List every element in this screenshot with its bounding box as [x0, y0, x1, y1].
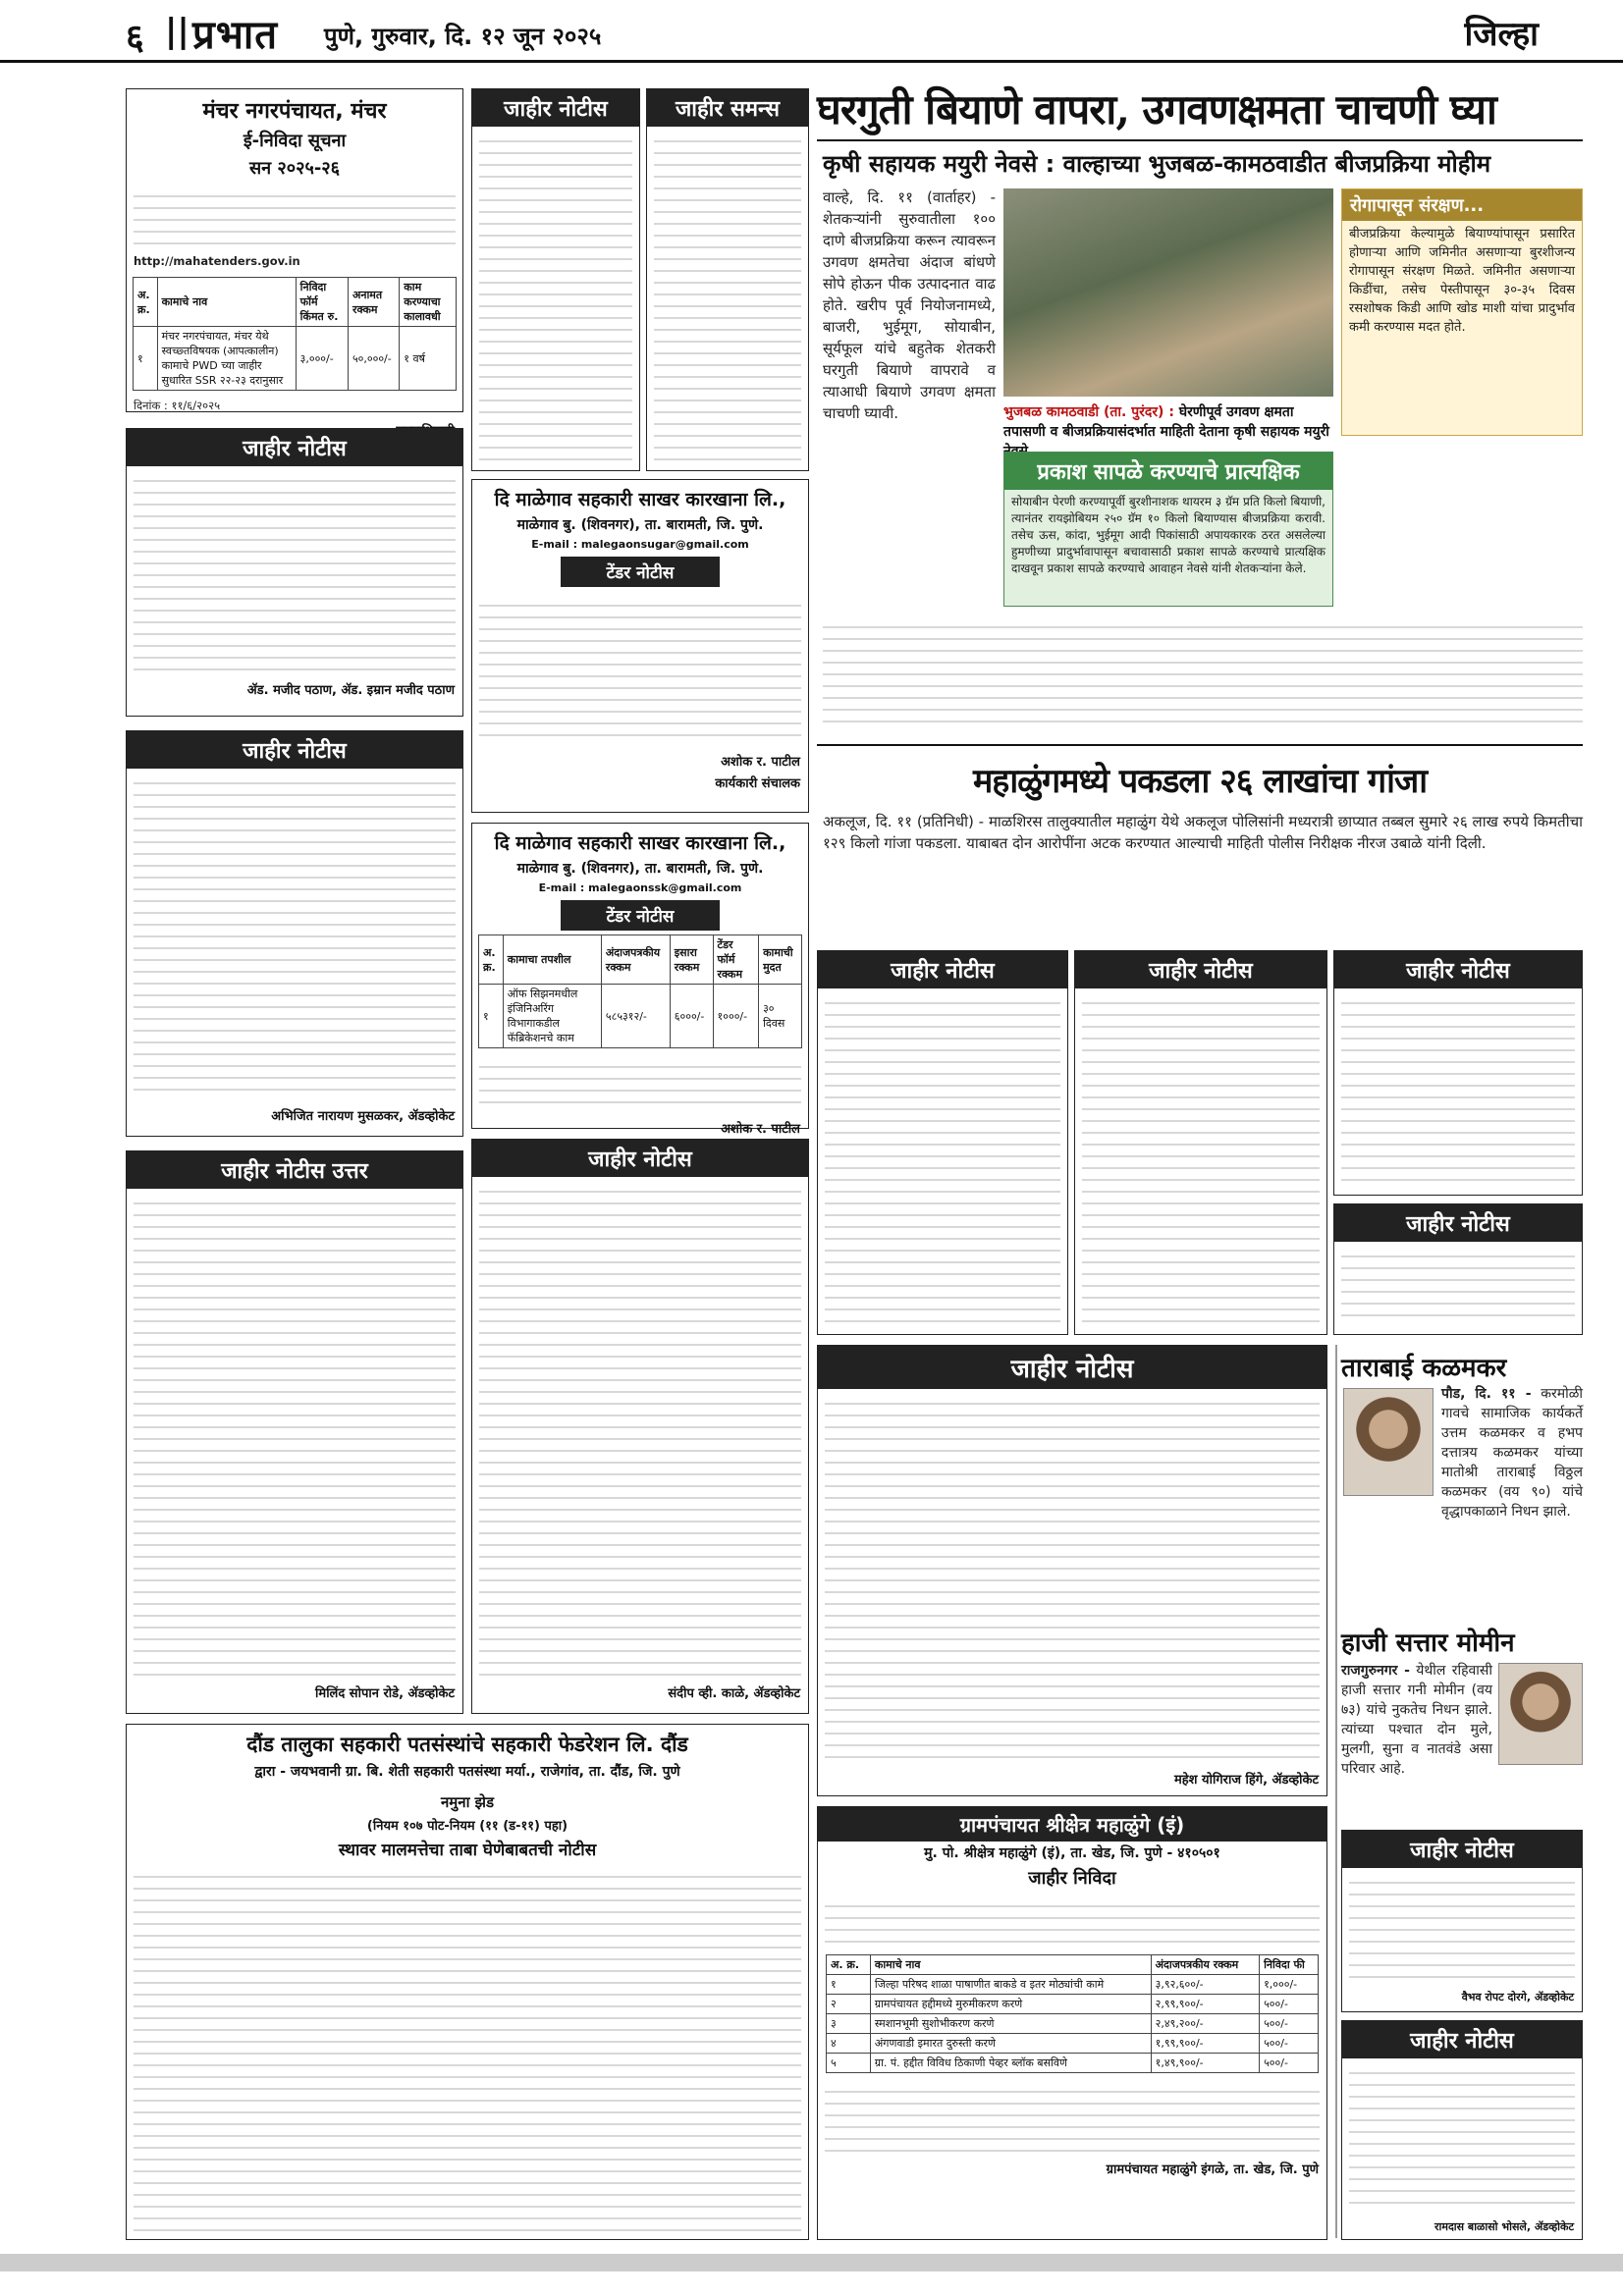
notice-body: [472, 1177, 808, 1680]
ganja-headline: महाळुंगमध्ये पकडला २६ लाखांचा गांजा: [972, 762, 1428, 801]
obituary-photo-2: [1498, 1663, 1583, 1765]
col-form-fee: टेंडर फॉर्म रक्कम: [713, 935, 759, 985]
notice-header: जाहीर नोटीस: [1342, 1831, 1582, 1868]
section-name: जिल्हा: [1464, 15, 1539, 54]
org-subtitle: मु. पो. श्रीक्षेत्र महाळुंगे (इं), ता. खेड, जि. पुणे - ४१०५०१: [924, 1845, 1220, 1861]
lead-photo: [1003, 188, 1333, 397]
notice-year: सन २०२५-२६: [248, 158, 341, 179]
notice-body: [1342, 1868, 1582, 1986]
cell: ५: [827, 2054, 871, 2073]
notice-subtitle: ई-निविदा सूचना: [243, 131, 347, 151]
malegaon-tender-notice-2: [471, 823, 809, 1137]
notice-body: [1075, 988, 1326, 1328]
notice-body: [818, 1389, 1326, 1766]
notice-heading: स्थावर मालमत्तेचा ताबा घेणेबाबतची नोटीस: [338, 1841, 597, 1860]
col-estimate: अंदाजपत्रकीय रक्कम: [601, 935, 670, 985]
signatory: मिलिंद सोपान रोडे, ॲडव्होकेट: [315, 1686, 455, 1701]
obituary-place-2: राजगुरुनगर -: [1341, 1663, 1410, 1679]
public-notice-mid-a: [817, 950, 1068, 1335]
signatory: रामदास बाळासो भोसले, ॲडव्होकेट: [1434, 2220, 1574, 2233]
col-work: कामाचा तपशील: [503, 935, 601, 985]
table-row: [479, 985, 802, 1048]
notice-header: जाहीर नोटीस: [1075, 951, 1326, 988]
tender-body: [472, 591, 808, 748]
cell: १,९९,९००/-: [1151, 2034, 1259, 2054]
cell: ऑफ सिझनमधील इंजिनिअरिंग विभागाकडील फॅब्रिकेशनचे काम: [503, 985, 601, 1048]
signatory: वैभव रोपट दोरगे, ॲडव्होकेट: [1461, 1991, 1574, 2003]
cell: ६०००/-: [670, 985, 713, 1048]
cell: ५८५३१२/-: [601, 985, 670, 1048]
notice-body: [1342, 2058, 1582, 2216]
public-notice-reply: [126, 1150, 463, 1714]
notice-header: जाहीर नोटीस: [127, 429, 462, 466]
public-notice-left-2: [126, 428, 463, 717]
cell: ३,०००/-: [296, 327, 348, 391]
cell: ग्रामपंचायत हद्दीमध्ये मुरुमीकरण करणे: [870, 1995, 1151, 2014]
cell: अंगणवाडी इमारत दुरुस्ती करणे: [870, 2034, 1151, 2054]
lead-body-continued: [823, 616, 1583, 732]
demo-box-title: प्रकाश सापळे करण्याचे प्रात्यक्षिक: [1004, 453, 1332, 490]
notice-body: [127, 1189, 462, 1680]
cell: १ वर्ष: [400, 327, 457, 391]
signatory: महेश योगिराज हिंगे, ॲडव्होकेट: [1174, 1773, 1319, 1788]
column-divider: [1335, 1345, 1337, 2238]
org-email: E-mail : malegaonsugar@gmail.com: [531, 538, 749, 551]
brand-logo: प्रभात: [192, 13, 279, 58]
caption-place: भुजबळ कामठवाडी (ता. पुरंदर) :: [1003, 404, 1174, 420]
table-row: [827, 2034, 1319, 2054]
cell: मंचर नगरपंचायत, मंचर येथे स्वच्छ्तविषयक (आपत्कालीन) कामाचे PWD च्या जाहीर सुधारित SSR २२-२३ दरानुसार: [157, 327, 296, 391]
obituary-text-1: [1441, 1384, 1583, 1620]
signatory: अभिजित नारायण मुसळकर, ॲडव्होकेट: [271, 1109, 455, 1124]
table-row: [134, 327, 457, 391]
public-notice-right-b: [1341, 1830, 1583, 2012]
col-form-fee: निविदा फॉर्म किंमत रु.: [296, 278, 348, 327]
table-row: [827, 2014, 1319, 2034]
cell: २: [827, 1995, 871, 2014]
org-title: दौंड तालुका सहकारी पतसंस्थांचे सहकारी फेडरेशन लि. दौंड: [246, 1733, 688, 1756]
malegaon-tender-notice-1: [471, 479, 809, 813]
notice-body: [647, 127, 808, 464]
public-notice-mid-b: [1074, 950, 1327, 1335]
form-rule: (नियम १०७ पोट-नियम (११ (ड-११) पहा): [366, 1819, 568, 1834]
table-row: [827, 2054, 1319, 2073]
cell: २,९९,९००/-: [1151, 1995, 1259, 2014]
page-number: ६: [126, 18, 144, 58]
cell: स्मशानभूमी सुशोभीकरण करणे: [870, 2014, 1151, 2034]
obituary-place-1: पौड, दि. ११ -: [1441, 1386, 1532, 1402]
col-duration: कामाची मुदत: [759, 935, 802, 985]
obituary-text-2: [1341, 1661, 1492, 1818]
col-sr: अ. क्र.: [134, 278, 158, 327]
notice-header: जाहीर नोटीस: [818, 1346, 1326, 1389]
org-email: E-mail : malegaonssk@gmail.com: [538, 881, 742, 894]
cell: ४: [827, 2034, 871, 2054]
masthead: [0, 0, 1623, 63]
public-notice-col2: [471, 88, 640, 471]
tender-body: [472, 1052, 808, 1115]
tender-intro: [818, 1892, 1326, 1950]
tender-table: [133, 277, 457, 391]
obituary-photo-1: [1343, 1388, 1434, 1496]
notice-header: जाहीर नोटीस: [818, 951, 1067, 988]
notice-header: जाहीर समन्स: [647, 89, 808, 127]
ganja-body: अकलूज, दि. ११ (प्रतिनिधी) - माळशिरस तालुक्यातील महाळुंग येथे अकलूज पोलिसांनी मध्यरात्री छाप्यात तब्बल सुमारे २६ लाख रुपये किमतीचा १२९ किलो गांजा पकडला. याबाबत दोन आरोपींना अटक करण्यात आल्याची माहिती पोलीस निरीक्षक नीरज उबाळे यांनी दिली.: [823, 813, 1583, 852]
lead-headline: घरगुती बियाणे वापरा, उगवणक्षमता चाचणी घ्या: [817, 85, 1496, 133]
public-notice-right-c: [1341, 2020, 1583, 2240]
col-sr: अ. क्र.: [479, 935, 504, 985]
notice-body: [127, 769, 462, 1102]
cell: १: [134, 327, 158, 391]
obituary-body-1: करमोळी गावचे सामाजिक कार्यकर्ते उत्तम कळमकर व हभप दत्तात्रय कळमकर यांच्या मातोश्री ताराबाई विठ्ठल कळमकर (वय ९०) यांचे वृद्धापकाळाने निधन झाले.: [1441, 1386, 1583, 1520]
notice-title: मंचर नगरपंचायत, मंचर: [202, 99, 387, 124]
cell: १,४९,९००/-: [1151, 2054, 1259, 2073]
org-title: ग्रामपंचायत श्रीक्षेत्र महाळुंगे (इं): [818, 1807, 1326, 1842]
protection-box-body: बीजप्रक्रिया केल्यामुळे बियाण्यांपासून प्रसारित होणाऱ्या आणि जमिनीत असणाऱ्या बुरशीजन्य रोगापासून संरक्षण मिळते. जमिनीत असणाऱ्या किडींचा, तसेच पेस्तीपासून ३०-३५ दिवस रसशोषक किडी आणि खोड माशी यांचा प्रादुर्भाव कमी करण्यास मदत होते.: [1349, 227, 1575, 335]
cell: १०००/-: [713, 985, 759, 1048]
col-work: कामाचे नाव: [870, 1955, 1151, 1975]
cell: ५०,०००/-: [348, 327, 399, 391]
public-notice-left-3: [126, 730, 463, 1137]
cell: ३: [827, 2014, 871, 2034]
caption-text: घेरणीपूर्व उगवण क्षमता तपासणी व बीजप्रक्रियासंदर्भात माहिती देताना कृषी सहायक मयुरी: [1003, 404, 1329, 440]
col-work: कामाचे नाव: [157, 278, 296, 327]
obituary-name-1: ताराबाई कळमकर: [1341, 1354, 1507, 1383]
cell: ५००/-: [1260, 1995, 1319, 2014]
headline-divider: [817, 139, 1583, 141]
tender-label: टेंडर नोटीस: [561, 557, 720, 587]
demo-box: [1003, 452, 1333, 607]
notice-body: [127, 466, 462, 676]
cell: १: [827, 1975, 871, 1995]
col-deposit: अनामत रक्कम: [348, 278, 399, 327]
notice-header: जाहीर नोटीस: [472, 1140, 808, 1177]
signatory: ग्रामपंचायत महाळुंगे इंगळे, ता. खेड, जि. पुणे: [1106, 2163, 1319, 2177]
notice-date: दिनांक : ११/६/२०२५: [134, 399, 221, 412]
notice-body: [472, 127, 639, 464]
cell: ३० दिवस: [759, 985, 802, 1048]
notice-header: जाहीर नोटीस: [1342, 2021, 1582, 2058]
table-row: [827, 1975, 1319, 1995]
cell: ग्रा. पं. हद्दीत विविध ठिकाणी पेव्हर ब्लॉक बसविणे: [870, 2054, 1151, 2073]
demo-box-body: सोयाबीन पेरणी करण्यापूर्वी बुरशीनाशक थायरम ३ ग्रॅम प्रति किलो बियाणी, त्यानंतर रायझोबियम २५० ग्रॅम १० किलो बियाण्यास बीजप्रक्रिया करावी. तसेच ऊस, कांदा, भुईमूग आदी पिकांसाठी अपायकारक ठरत असलेल्या हुमणीच्या प्रादुर्भावापासून बचावासाठी प्रकाश सापळे करण्याचे प्रात्यक्षिक दाखवून प्रकाश सापळे करण्याचे आवाहन नेवसे यांनी शेतकऱ्यांना केले.: [1011, 495, 1325, 575]
notice-header: जाहीर नोटीस उत्तर: [127, 1151, 462, 1189]
notice-header: जाहीर नोटीस: [472, 89, 639, 127]
mahalunge-tender-notice: [817, 1806, 1327, 2240]
tender-label: टेंडर नोटीस: [561, 900, 720, 931]
officer-name: अशोक र. पाटील: [721, 1122, 800, 1137]
cell: १,०००/-: [1260, 1975, 1319, 1995]
notice-body: [1334, 988, 1582, 1189]
obituary-body-2: येथील रहिवासी हाजी सत्तार गनी मोमीन (वय ७३) यांचे नुकतेच निधन झाले. त्यांच्या पश्चात दोन मुले, मुलगी, सुना व नातवंडे असा परिवार आहे.: [1341, 1663, 1493, 1777]
public-summons: [646, 88, 809, 471]
col-sr: अ. क्र.: [827, 1955, 871, 1975]
cell: जिल्हा परिषद शाळा पाषाणीत बाकडे व इतर मोठ्यांची कामे: [870, 1975, 1151, 1995]
public-notice-big: [817, 1345, 1327, 1796]
tender-terms: [818, 2077, 1326, 2156]
lead-subhead: कृषी सहायक मयुरी नेवसे : वाल्हाच्या भुजबळ-कामठवाडीत बीजप्रक्रिया मोहीम: [823, 150, 1491, 178]
tender-heading: जाहीर निविदा: [1028, 1868, 1116, 1889]
org-subtitle: माळेगाव बु. (शिवनगर), ता. बारामती, जि. पुणे.: [516, 861, 764, 877]
cell: ५००/-: [1260, 2014, 1319, 2034]
cell: ५००/-: [1260, 2034, 1319, 2054]
form-name: नमुना झेड: [440, 1793, 495, 1811]
org-title: दि माळेगाव सहकारी साखर कारखाना लि.,: [494, 489, 786, 510]
cell: २,४९,२००/-: [1151, 2014, 1259, 2034]
officer-title: कार्यकारी संचालक: [715, 776, 800, 791]
notice-header: जाहीर नोटीस: [1334, 951, 1582, 988]
notice-body: [1334, 1242, 1582, 1328]
officer-name: अशोक र. पाटील: [721, 755, 800, 770]
cell: ५००/-: [1260, 2054, 1319, 2073]
signatory: संदीप व्ही. काळे, ॲडव्होकेट: [668, 1686, 800, 1701]
org-subtitle: द्वारा - जयभवानी ग्रा. बि. शेती सहकारी पतसंस्था मर्या., राजेगांव, ता. दौंड, जि. पुणे: [254, 1764, 680, 1780]
manchar-tender-notice: [126, 88, 463, 412]
col-duration: काम करण्याचा कालावधी: [400, 278, 457, 327]
org-title: दि माळेगाव सहकारी साखर कारखाना लि.,: [494, 832, 786, 854]
protection-box-title: रोगापासून संरक्षण...: [1342, 189, 1582, 221]
notice-body: [818, 988, 1067, 1328]
col-fee: निविदा फी: [1260, 1955, 1319, 1975]
page-footer-bar: [0, 2254, 1623, 2271]
public-notice-right-a: [1333, 950, 1583, 1196]
notice-body: [127, 1862, 808, 2235]
dateline: पुणे, गुरुवार, दि. १२ जून २०२५: [324, 23, 602, 50]
notice-header: जाहीर नोटीस: [127, 731, 462, 769]
cell: ३,९२,६००/-: [1151, 1975, 1259, 1995]
lead-body: वाल्हे, दि. ११ (वार्ताहर) - शेतकऱ्यांनी सुरुवातीला १०० दाणे बीजप्रक्रिया करून त्यावरून उगवण क्षमतेचा अंदाज बांधणे सोपे होऊन पीक उत्पादनात वाढ होते. खरीप पूर्व नियोजनामध्ये, बाजरी, भुईमूग, सोयाबीन, सूर्यफूल यांचे बहुतेक शेतकरी घरगुती बियाणे वापरावे व त्याआधी बियाणे उगवण क्षमता चाचणी घ्यावी.: [823, 188, 996, 422]
table-row: [827, 1995, 1319, 2014]
obituary-name-2: हाजी सत्तार मोमीन: [1341, 1629, 1515, 1658]
col-deposit: इसारा रक्कम: [670, 935, 713, 985]
tender-url: http://mahatenders.gov.in: [134, 254, 300, 268]
public-notice-mid-c: [471, 1139, 809, 1714]
tender-table: [826, 1954, 1319, 2073]
signatory: ॲड. मजीद पठाण, ॲड. इम्रान मजीद पठाण: [246, 683, 455, 698]
org-subtitle: माळेगाव बु. (शिवनगर), ता. बारामती, जि. पुणे.: [516, 517, 764, 533]
story-divider: [817, 744, 1583, 746]
masthead-separator: ||: [165, 12, 189, 51]
tender-table: [478, 934, 802, 1048]
notice-body: [127, 182, 462, 250]
public-notice-right-a2: [1333, 1203, 1583, 1335]
daund-federation-notice: [126, 1724, 809, 2240]
notice-header: जाहीर नोटीस: [1334, 1204, 1582, 1242]
protection-box: [1341, 188, 1583, 436]
col-estimate: अंदाजपत्रकीय रक्कम: [1151, 1955, 1259, 1975]
cell: १: [479, 985, 504, 1048]
